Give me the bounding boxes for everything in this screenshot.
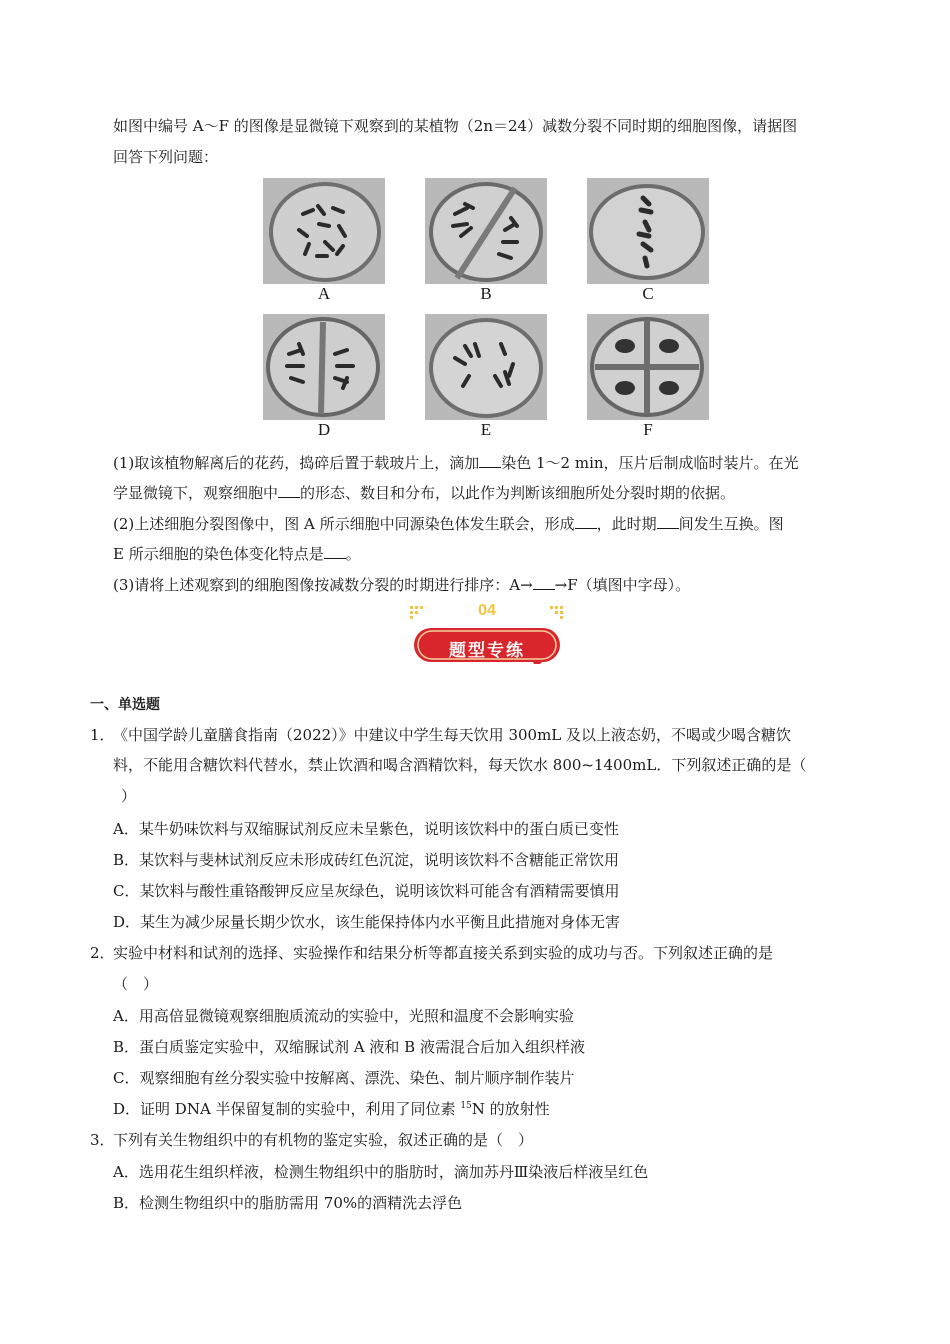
question-number: 2． bbox=[90, 944, 115, 962]
intro-line-1: 如图中编号 A～F 的图像是显微镜下观察到的某植物（2n＝24）减数分裂不同时期的细胞图像，请据图 bbox=[113, 117, 798, 135]
label-e: E bbox=[480, 420, 492, 439]
question-stem-line: 《中国学龄儿童膳食指南（2022）》中建议中学生每天饮用 300mL 及以上液态奶，不喝或少喝含糖饮 bbox=[113, 726, 792, 744]
q3-line bbox=[113, 574, 690, 596]
q2-line-1 bbox=[113, 513, 784, 535]
question-stem-line: 实验中材料和试剂的选择、实验操作和结果分析等都直接关系到实验的成功与否。下列叙述正确的是 bbox=[113, 944, 774, 962]
option-b[interactable]: B．某饮料与斐林试剂反应未形成砖红色沉淀，说明该饮料不含糖能正常饮用 bbox=[113, 851, 620, 869]
q2-text-e: 。 bbox=[345, 545, 361, 563]
micrograph-f bbox=[587, 314, 709, 420]
q3-blank bbox=[533, 575, 555, 590]
q1-text-d: 的形态、数目和分布，以此作为判断该细胞所处分裂时期的依据。 bbox=[300, 484, 736, 502]
question-number: 1． bbox=[90, 726, 115, 744]
q1-text-a: (1)取该植物解离后的花药，捣碎后置于载玻片上，滴加 bbox=[113, 454, 480, 472]
q1-text-b: 染色 1～2 min，压片后制成临时装片。在光 bbox=[501, 454, 799, 472]
q3-text-a: (3)请将上述观察到的细胞图像按减数分裂的时期进行排序：A→ bbox=[113, 576, 533, 594]
option-c[interactable]: C．某饮料与酸性重铬酸钾反应呈灰绿色，说明该饮料可能含有酒精需要慎用 bbox=[113, 882, 620, 900]
option-d[interactable] bbox=[113, 1098, 550, 1120]
q1-text-c: 学显微镜下，观察细胞中 bbox=[113, 484, 279, 502]
q2-text-c: 间发生互换。图 bbox=[678, 515, 784, 533]
q2-text-b: ，此时期 bbox=[596, 515, 657, 533]
label-f: F bbox=[643, 420, 653, 439]
isotope-superscript: 15 bbox=[460, 1101, 472, 1111]
q2-blank-1 bbox=[575, 514, 597, 529]
option-a[interactable]: A．选用花生组织样液，检测生物组织中的脂肪时，滴加苏丹Ⅲ染液后样液呈红色 bbox=[113, 1163, 649, 1181]
question-stem-line: 下列有关生物组织中的有机物的鉴定实验，叙述正确的是（ ） bbox=[113, 1131, 534, 1149]
banner-title: 题型专练 bbox=[449, 641, 525, 661]
option-c[interactable]: C．观察细胞有丝分裂实验中按解离、漂洗、染色、制片顺序制作装片 bbox=[113, 1069, 575, 1087]
question-stem-line: （ ） bbox=[113, 975, 159, 993]
label-d: D bbox=[317, 420, 331, 439]
question-stem-line: 料，不能用含糖饮料代替水，禁止饮酒和喝含酒精饮料，每天饮水 800~1400mL．下列叙述正确的是（ bbox=[113, 756, 807, 774]
option-d-text-end: N 的放射性 bbox=[471, 1100, 550, 1118]
intro-line-2: 回答下列问题： bbox=[113, 148, 219, 166]
q2-text-d: E 所示细胞的染色体变化特点是 bbox=[113, 545, 324, 563]
q1-line-1 bbox=[113, 452, 799, 474]
question-number: 3． bbox=[90, 1131, 115, 1149]
section-title: 一、单选题 bbox=[90, 697, 160, 713]
option-b[interactable]: B．蛋白质鉴定实验中，双缩脲试剂 A 液和 B 液需混合后加入组织样液 bbox=[113, 1038, 585, 1056]
option-d[interactable]: D．某生为减少尿量长期少饮水，该生能保持体内水平衡且此措施对身体无害 bbox=[113, 913, 621, 931]
micrograph-b bbox=[425, 178, 547, 284]
micrograph-c bbox=[587, 178, 709, 284]
option-a[interactable]: A．用高倍显微镜观察细胞质流动的实验中，光照和温度不会影响实验 bbox=[113, 1007, 574, 1025]
q1-blank-1 bbox=[479, 453, 501, 468]
q1-line-2 bbox=[113, 482, 735, 504]
label-a: A bbox=[317, 284, 331, 303]
q1-blank-2 bbox=[278, 483, 300, 498]
option-d-text: D．证明 DNA 半保留复制的实验中，利用了同位素 bbox=[113, 1100, 461, 1118]
option-b[interactable]: B．检测生物组织中的脂肪需用 70%的酒精洗去浮色 bbox=[113, 1194, 463, 1212]
question-stem-line: ） bbox=[121, 787, 137, 805]
q3-text-b: →F（填图中字母）。 bbox=[554, 576, 691, 594]
q2-line-2 bbox=[113, 543, 361, 565]
option-a[interactable]: A．某牛奶味饮料与双缩脲试剂反应未呈紫色，说明该饮料中的蛋白质已变性 bbox=[113, 820, 619, 838]
micrograph-a bbox=[263, 178, 385, 284]
micrograph-e bbox=[425, 314, 547, 420]
q2-blank-2 bbox=[657, 514, 679, 529]
section-banner bbox=[410, 602, 564, 672]
banner-number: 04 bbox=[478, 602, 496, 619]
label-b: B bbox=[480, 284, 492, 303]
q2-text-a: (2)上述细胞分裂图像中，图 A 所示细胞中同源染色体发生联会，形成 bbox=[113, 515, 575, 533]
label-c: C bbox=[642, 284, 654, 303]
micrograph-d bbox=[263, 314, 385, 420]
q2-blank-3 bbox=[324, 544, 346, 559]
